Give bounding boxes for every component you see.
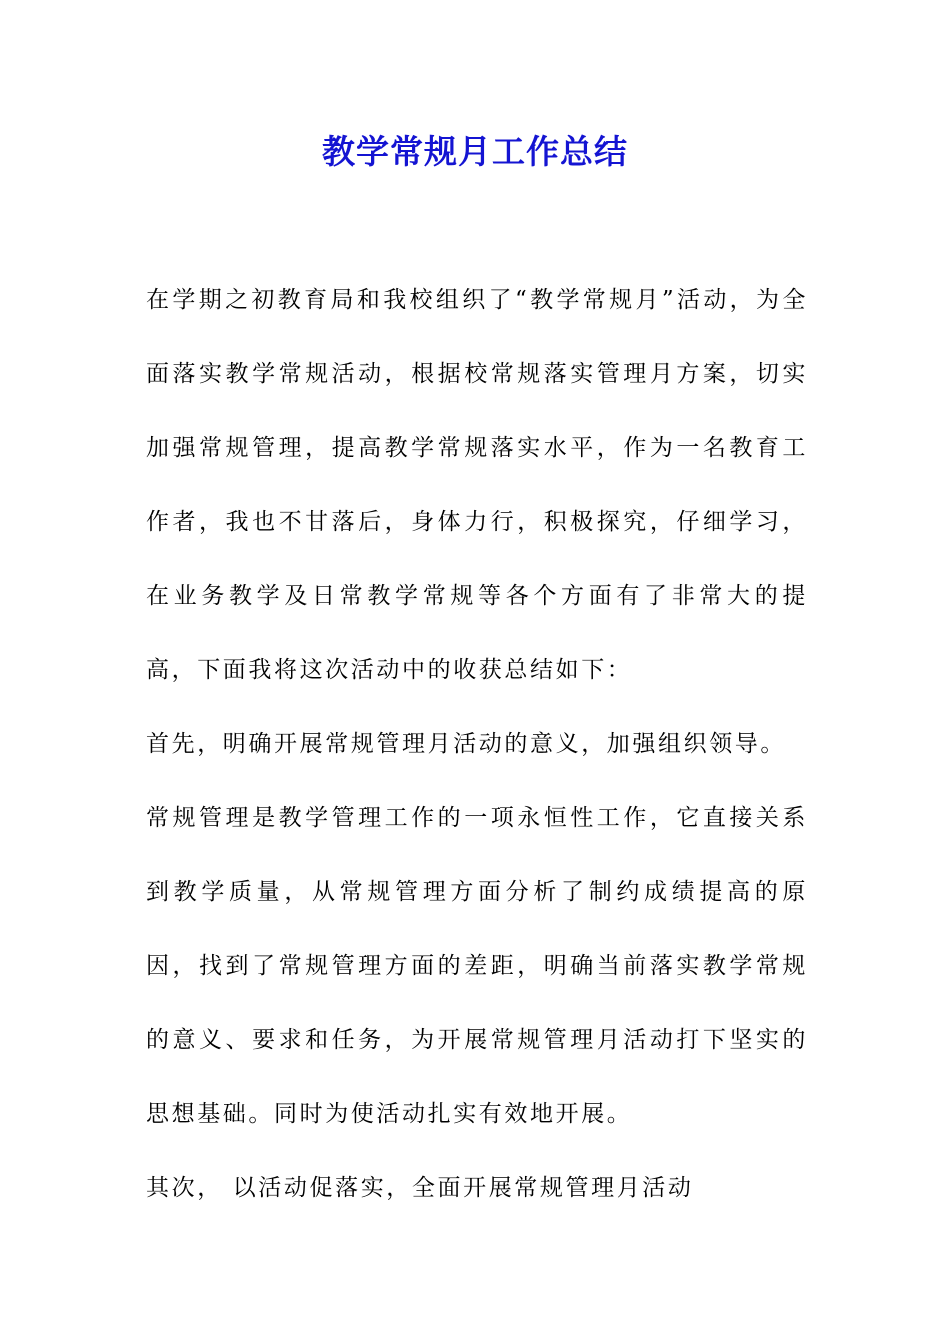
paragraph-routine-management: 常规管理是教学管理工作的一项永恒性工作，它直接关系到教学质量，从常规管理方面分析了制约成绩提高的原因，找到了常规管理方面的差距，明确当前落实教学常规的意义、要求和任务，为开展常规管理月活动打下坚实的思想基础。同时为使活动扎实有效地开展。 <box>146 805 808 1127</box>
paragraph-second-point: 其次， 以活动促落实，全面开展常规管理月活动 <box>146 1175 694 1201</box>
document-title: 教学常规月工作总结 <box>322 132 628 171</box>
document-body <box>146 263 808 1225</box>
paragraph-first-point: 首先，明确开展常规管理月活动的意义，加强组织领导。 <box>146 731 786 757</box>
paragraph-intro: 在学期之初教育局和我校组织了“教学常规月”活动，为全面落实教学常规活动，根据校常规落实管理月方案，切实加强常规管理，提高教学常规落实水平，作为一名教育工作者，我也不甘落后，身体力行，积极探究，仔细学习，在业务教学及日常教学常规等各个方面有了非常大的提高，下面我将这次活动中的收获总结如下： <box>146 287 808 683</box>
